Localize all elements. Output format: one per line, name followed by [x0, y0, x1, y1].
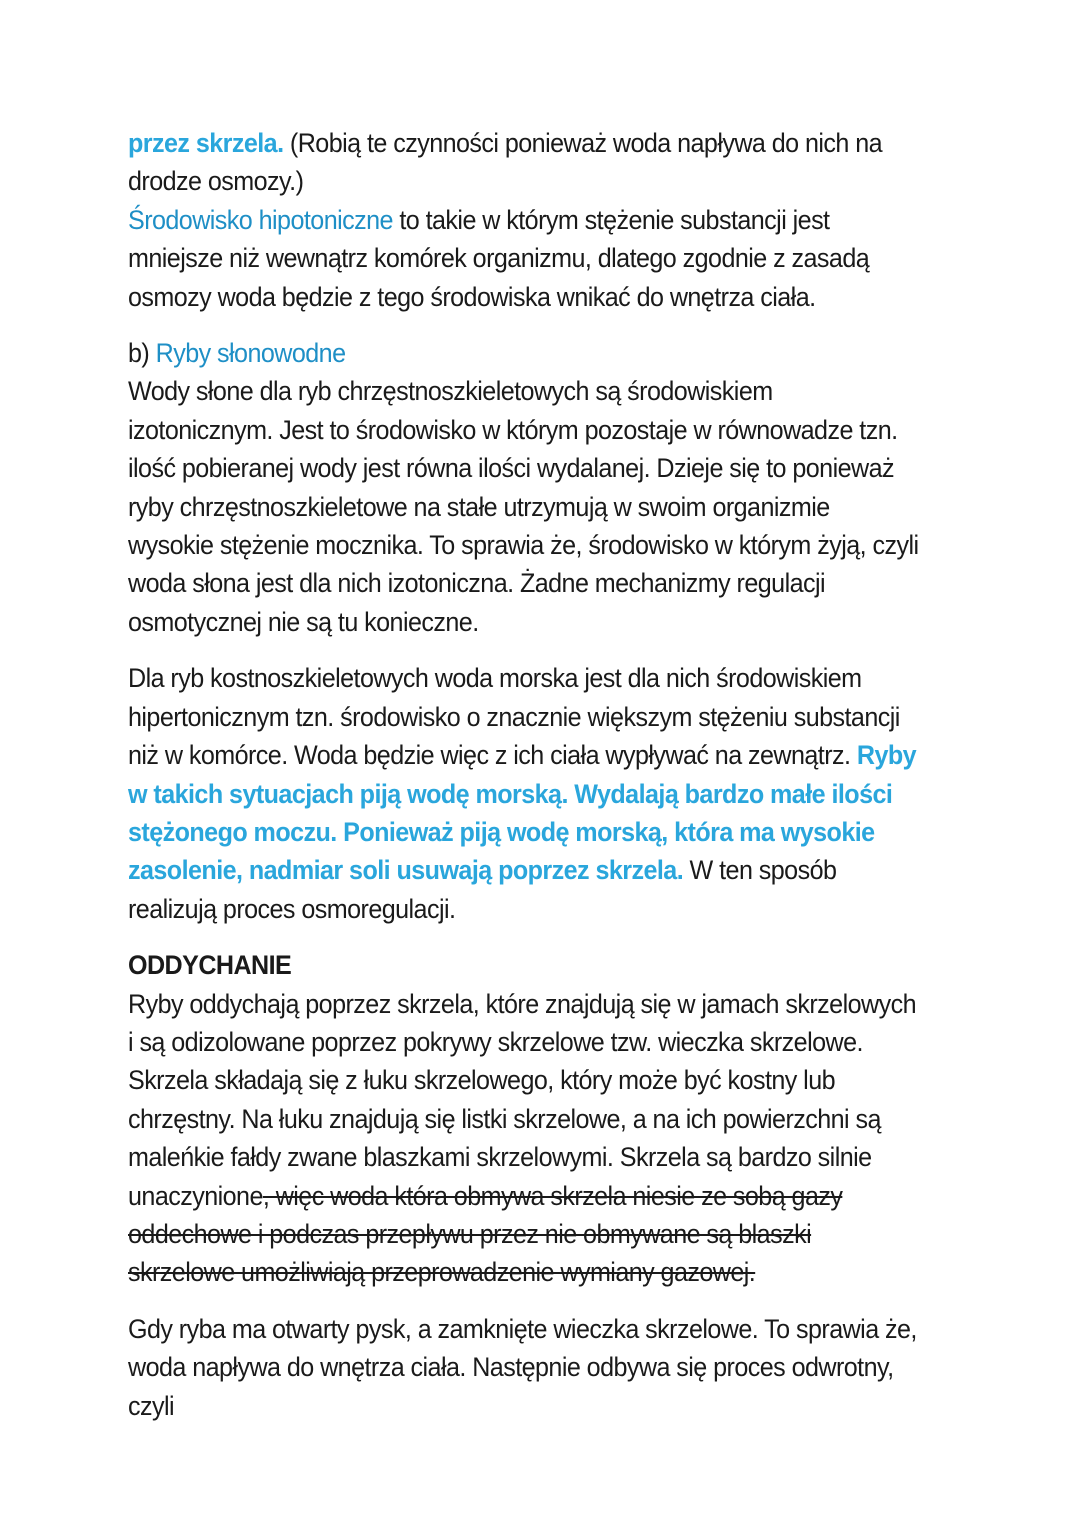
paragraph-text: W ten sposób realizują proces osmoregulacji. [128, 855, 837, 924]
heading-breathing: ODDYCHANIE [128, 950, 292, 981]
section-prefix: b) [128, 338, 156, 369]
paragraph-osmosis-intro [128, 124, 919, 201]
document-page [128, 124, 919, 1425]
paragraph-text: to takie w którym stężenie substancji jest mniejsze niż wewnątrz komórek organizmu, dlatego zgodnie z zasadą osmozy woda będzie z tego środowiska wnikać do wnętrza ciała. [128, 204, 870, 312]
section-heading-saltwater-fish [128, 334, 919, 372]
struck-text: , więc woda która obmywa skrzela niesie ze sobą gazy oddechowe i podczas przepływu przez nie obmywane są blaszki skrzelowe umożliwiają przeprowadzenie wymiany gazowej. [128, 1180, 843, 1288]
paragraph-text: Dla ryb kostnoszkieletowych woda morska jest dla nich środowiskiem hipertonicznym tzn. środowisko o znacznie większym stężeniu substancji niż w komórce. Woda będzie więc z ich ciała wypływać na zewnątrz. [128, 663, 900, 771]
paragraph-breathing-process: Gdy ryba ma otwarty pysk, a zamknięte wieczka skrzelowe. To sprawia że, woda napływa do wnętrza ciała. Następnie odbywa się proces odwrotny, czyli [128, 1313, 917, 1421]
paragraph-text: Ryby oddychają poprzez skrzela, które znajdują się w jamach skrzelowych i są odizolowane poprzez pokrywy skrzelowe tzw. wieczka skrzelowe. Skrzela składają się z łuku skrzelowego, który może być kostny lub chrzęstny. Na łuku znajdują się listki skrzelowe, a na ich powierzchni są maleńkie fałdy zwane blaszkami skrzelowymi. Skrzela są bardzo silnie unaczynione [128, 988, 916, 1211]
paragraph-text: (Robią te czynności ponieważ woda napływa do nich na drodze osmozy.) [128, 128, 883, 197]
highlight-text: Ryby w takich sytuacjach piją wodę morską. Wydalają bardzo małe ilości stężonego moczu. Ponieważ piją wodę morską, która ma wysokie zasolenie, nadmiar soli usuwają poprzez skrzela. [128, 740, 917, 886]
highlight-text: przez skrzela. [128, 128, 284, 158]
section-title: Ryby słonowodne [155, 338, 346, 369]
paragraph-bony-fish [128, 659, 919, 928]
paragraph-cartilaginous-fish: Wody słone dla ryb chrzęstnoszkieletowych są środowiskiem izotonicznym. Jest to środowisko w którym pozostaje w równowadze tzn. ilość pobieranej wody jest równa ilości wydalanej. Dzieje się to ponieważ ryby chrzęstnoszkieletowe na stałe utrzymują w swoim organizmie wysokie stężenie mocznika. To sprawia że, środowisko w którym żyją, czyli woda słona jest dla nich izotoniczna. Żadne mechanizmy regulacji osmotycznej nie są tu konieczne. [128, 376, 919, 637]
paragraph-gills [128, 985, 919, 1292]
paragraph-hypotonic [128, 201, 919, 316]
term-hypotonic: Środowisko hipotoniczne [128, 204, 393, 235]
